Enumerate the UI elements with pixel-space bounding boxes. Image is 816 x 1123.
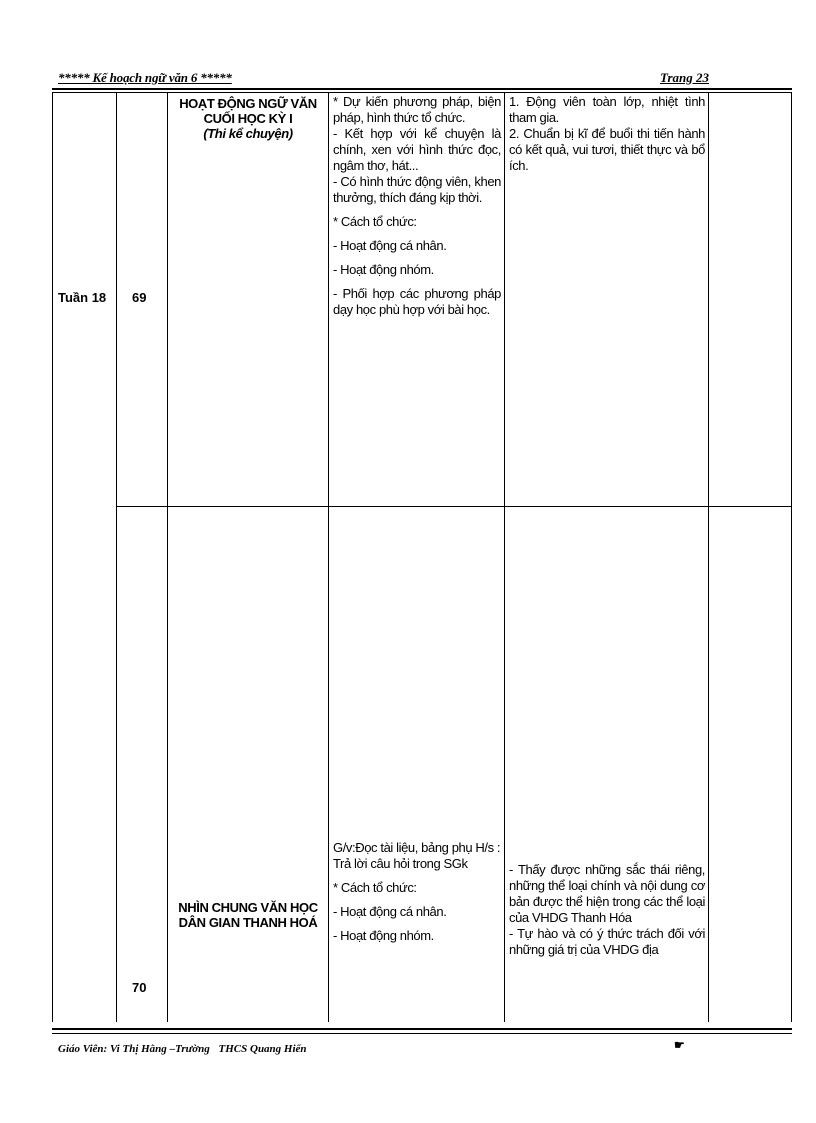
column-divider — [708, 92, 709, 1022]
pointing-hand-icon: ☛ — [674, 1038, 685, 1052]
column-divider — [167, 92, 168, 1022]
column-divider — [328, 92, 329, 1022]
table-row-period: 70 — [132, 980, 147, 995]
method-line: - Hoạt động nhóm. — [333, 262, 434, 277]
table-row-period: 69 — [132, 290, 147, 305]
row-divider — [116, 506, 792, 507]
method-line: * Dự kiến phương pháp, biện pháp, hình thức tổ chức. — [333, 94, 501, 125]
header-rule — [52, 88, 792, 90]
objective-line: - Thấy được những sắc thái riêng, những thể loại chính và nội dung cơ bản được thể hiện trong các thể loại của VHDG Thanh Hóa — [509, 862, 705, 925]
method-line: - Hoạt động nhóm. — [333, 928, 434, 943]
lesson-title: HOẠT ĐỘNG NGỮ VĂN CUỐI HỌC KỲ I (Thi kể chuyện) — [170, 96, 326, 141]
school-name: THCS Quang Hiến — [218, 1043, 307, 1055]
table-border-left — [52, 92, 53, 1022]
table-row-week: Tuần 18 — [58, 290, 107, 305]
table-border-top — [52, 92, 792, 93]
lesson-title: NHÌN CHUNG VĂN HỌC DÂN GIAN THANH HOÁ — [178, 900, 318, 930]
objective-line: 1. Động viên toàn lớp, nhiệt tình tham gia. — [509, 94, 705, 125]
objectives-cell — [509, 862, 705, 1020]
teacher-name: Giáo Viên: Vi Thị Hằng — [58, 1043, 167, 1055]
column-divider — [116, 92, 117, 1022]
method-line: G/v:Đọc tài liệu, bảng phụ H/s : Trả lời câu hỏi trong SGk — [333, 840, 501, 871]
method-line: - Kết hợp với kể chuyện là chính, xen với hình thức đọc, ngâm thơ, hát... — [333, 126, 501, 173]
methods-cell — [333, 94, 501, 318]
methods-cell — [333, 840, 501, 944]
footer-rule — [52, 1028, 792, 1030]
footer-rule — [52, 1033, 792, 1034]
method-line: - Hoạt động cá nhân. — [333, 904, 447, 919]
method-line: - Có hình thức động viên, khen thưởng, thích đáng kịp thời. — [333, 174, 501, 205]
page-number: Trang 23 — [660, 70, 709, 85]
method-line: - Hoạt động cá nhân. — [333, 238, 447, 253]
school-prefix: –Trường — [169, 1043, 210, 1055]
lesson-subtitle: (Thi kể chuyện) — [203, 126, 293, 141]
method-line: * Cách tổ chức: — [333, 214, 417, 229]
objective-line: - Tự hào và có ý thức trách đối với những giá trị của VHDG địa — [509, 926, 705, 957]
footer-credit — [58, 1043, 307, 1055]
objectives-cell — [509, 94, 705, 174]
column-divider — [504, 92, 505, 1022]
table-border-right — [791, 92, 792, 1022]
method-line: * Cách tổ chức: — [333, 880, 417, 895]
objective-line: 2. Chuẩn bị kĩ để buổi thi tiến hành có kết quả, vui tươi, thiết thực và bổ ích. — [509, 126, 705, 173]
document-title: ***** Kế hoạch ngữ văn 6 ***** — [58, 70, 232, 85]
method-line: - Phối hợp các phương pháp dạy học phù hợp với bài học. — [333, 286, 501, 317]
lesson-plan-table — [52, 92, 792, 1022]
